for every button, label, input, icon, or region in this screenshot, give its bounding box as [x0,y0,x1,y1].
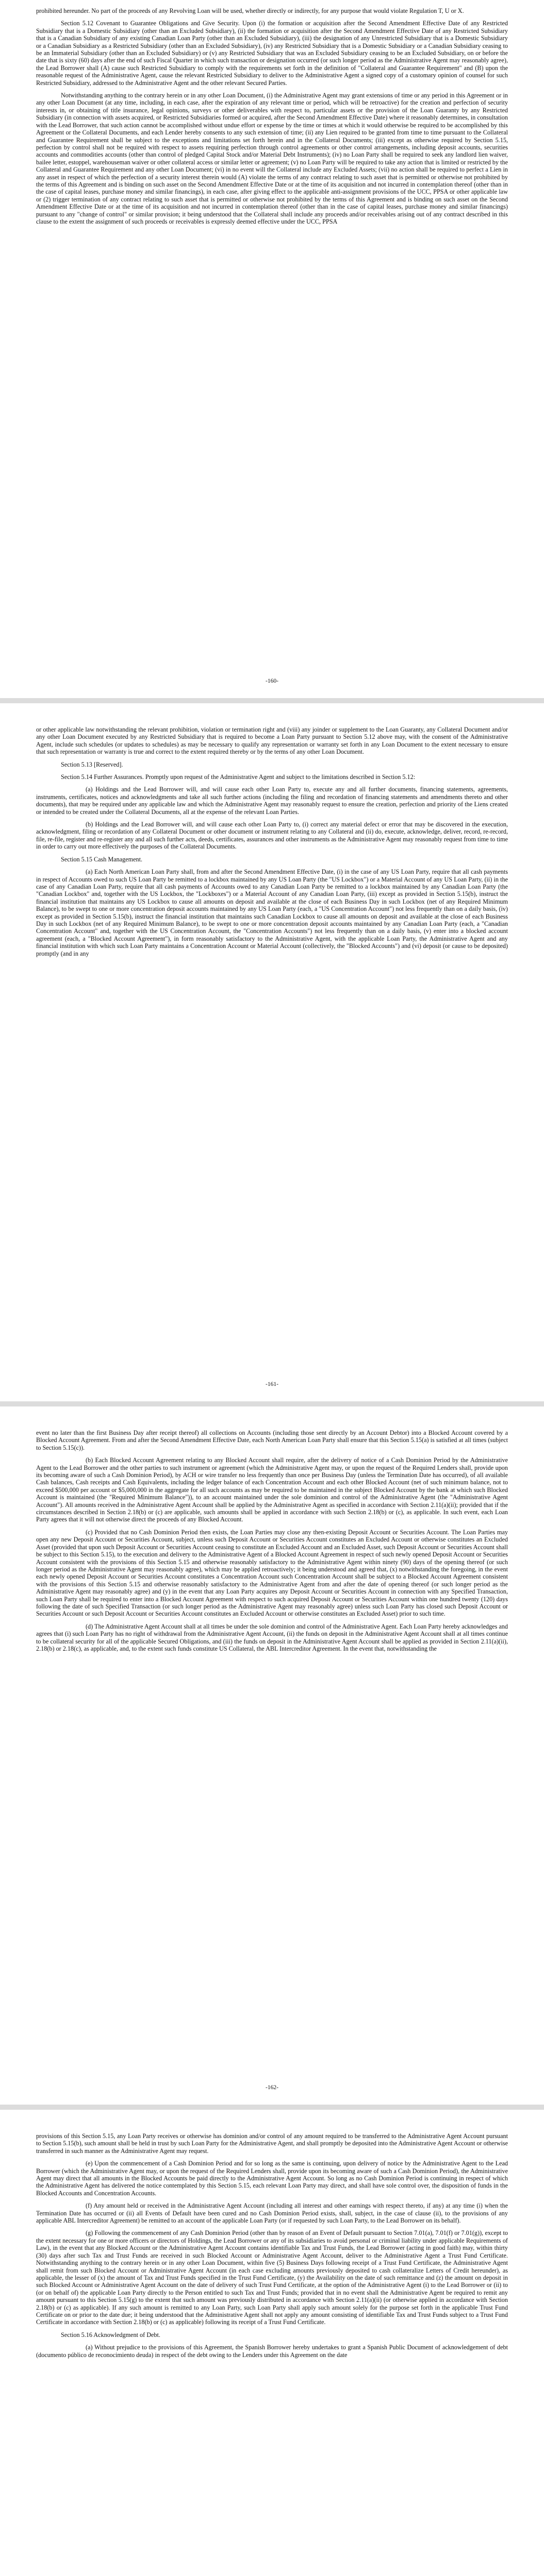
paragraph: (a) Without prejudice to the provisions of this Agreement, the Spanish Borrower hereby undertakes to grant a Spanish Public Document of acknowledgement of debt (documento público de reconocimiento deuda) in respect of the debt owing to the Lenders under this Agreement on the date [36,2344,508,2359]
page-number: -160- [266,677,278,684]
paragraph: Notwithstanding anything to the contrary herein or in any other Loan Document, (i) the Administrative Agent may grant extensions of time or any period in this Agreement or in any other Loan Document (at any time, including, in each case, after the expiration of any relevant time or period, which will be retroactive) for the creation and perfection of security interests in, or obtaining of title insurance, legal opinions, surveys or other deliverables with respect to, particular assets or the provision of the Loan Guaranty by any Restricted Subsidiary (in connection with assets acquired, or Restricted Subsidiaries formed or acquired, after the Second Amendment Effective Date) where it reasonably determines, in consultation with the Lead Borrower, that such action cannot be accomplished without undue effort or expense by the time or times at which it would otherwise be required to be accomplished by this Agreement or the Collateral Documents, and each Lender hereby consents to any such extension of time; (ii) any Lien required to be granted from time to time pursuant to the Collateral and Guarantee Requirement shall be subject to the exceptions and limitations set forth herein and in the Collateral Documents; (iii) except as otherwise required by Section 5.15, perfection by control shall not be required with respect to assets requiring perfection through control agreements or other control arrangements, including deposit accounts, securities accounts and commodities accounts (other than control of pledged Capital Stock and/or Material Debt Instruments); (iv) no Loan Party shall be required to seek any landlord lien waiver, bailee letter, estoppel, warehouseman waiver or other collateral access or similar letter or agreement; (v) no Loan Party will be required to take any action that is limited or restricted by the Collateral and Guarantee Requirement and any other Loan Document; (vi) in no event will the Collateral include any Excluded Assets; (vii) no action shall be required to perfect a Lien in any asset in respect of which the perfection of a security interest therein would (A) violate the terms of any contract relating to such asset that is permitted or otherwise not prohibited by the terms of this Agreement and is binding on such asset on the Second Amendment Effective Date or at the time of its acquisition and not incurred in contemplation thereof (other than in the case of capital leases, purchase money and similar financings), in each case, after giving effect to the applicable anti-assignment provisions of the UCC, PPSA or other applicable law or (2) trigger termination of any contract relating to such asset that is permitted or otherwise not prohibited by the terms of this Agreement and is binding on such asset on the Second Amendment Effective Date or at the time of its acquisition and not incurred in contemplation thereof (other than in the case of capital leases, purchase money and similar financings) pursuant to any "change of control" or similar provision; it being understood that the Collateral shall include any proceeds and/or receivables arising out of any contract described in this clause to the extent the assignment of such proceeds or receivables is expressly deemed effective under the UCC, PPSA [36,92,508,225]
paragraph: (f) Any amount held or received in the Administrative Agent Account (including all interest and other earnings with respect thereto, if any) at any time (i) when the Termination Date has occurred or (ii) all Events of Default have been cured and no Cash Dominion Period exists, shall, subject, in the case of clause (ii), to the provisions of any applicable ABL Intercreditor Agreement) be remitted to an account of the applicable Loan Party (or if requested by such Loan Party, to the Lead Borrower on its behalf). [36,2202,508,2225]
paragraph: (d) The Administrative Agent Account shall at all times be under the sole dominion and control of the Administrative Agent. Each Loan Party hereby acknowledges and agrees that (i) such Loan Party has no right of withdrawal from the Administrative Agent Account, (ii) the funds on deposit in the Administrative Agent Account shall at all times continue to be collateral security for all of the applicable Secured Obligations, and (iii) the funds on deposit in the Administrative Agent Account shall be applied as provided in Section 2.11(a)(ii), 2.18(b) or 2.18(c), as applicable, and, to the extent such funds constitute US Collateral, the ABL Intercreditor Agreement. In the event that, notwithstanding the [36,1622,508,1652]
page-number: -161- [266,1381,278,1387]
paragraph: event no later than the first Business Day after receipt thereof) all collections on Accounts (including those sent directly by an Account Debtor) into a Blocked Account covered by a Blocked Account Agreement. From and after the Second Amendment Effective Date, each North American Loan Party shall ensure that this Section 5.15(a) is satisfied at all times (subject to Section 5.15(c)). [36,1429,508,1451]
page-number: -162- [266,2084,278,2091]
document-page [0,1406,544,2105]
paragraph: (a) Holdings and the Lead Borrower will, and will cause each other Loan Party to, execute any and all further documents, financing statements, agreements, instruments, certificates, notices and acknowledgments and take all such further actions (including the filing and recordation of financing statements and amendments thereto and other documents), that may be required under any applicable law and which the Administrative Agent may reasonably request to ensure the creation, perfection and priority of the Liens created or intended to be created under the Collateral Documents, all at the expense of the relevant Loan Parties. [36,786,508,816]
paragraph: or other applicable law notwithstanding the relevant prohibition, violation or termination right and (viii) any joinder or supplement to the Loan Guaranty, any Collateral Document and/or any other Loan Document executed by any Restricted Subsidiary that is required to become a Loan Party pursuant to Section 5.12 above may, with the consent of the Administrative Agent, include such schedules (or updates to schedules) as may be necessary to qualify any representation or warranty set forth in any Loan Document to the extent necessary to ensure that such representation or warranty is true and correct to the extent required thereby or by the terms of any other Loan Document. [36,726,508,756]
paragraph: (e) Upon the commencement of a Cash Dominion Period and for so long as the same is continuing, upon delivery of notice by the Administrative Agent to the Lead Borrower (which the Administrative Agent may, or upon the request of the Required Lenders shall, provide upon its becoming aware of such a Cash Dominion Period), the Administrative Agent may direct that all amounts in the Blocked Accounts be paid directly to the Administrative Agent Account. So long as no Cash Dominion Period is continuing in respect of which the Administrative Agent has delivered the notice contemplated by this Section 5.15, each relevant Loan Party may direct, and shall have sole control over, the disposition of funds in the Blocked Accounts and Concentration Accounts. [36,2160,508,2197]
section-heading: Section 5.14 Further Assurances. Promptly upon request of the Administrative Agent and subject to the limitations described in Section 5.12: [61,773,416,781]
document-page [0,703,544,1401]
paragraph: (b) Each Blocked Account Agreement relating to any Blocked Account shall require, after the delivery of notice of a Cash Dominion Period by the Administrative Agent to the Lead Borrower and the other parties to such instrument or agreement (which the Administrative Agent may, or upon the request of the Required Lenders shall, provide upon its becoming aware of such a Cash Dominion Period), by ACH or wire transfer no less frequently than once per Business Day (unless the Termination Date has occurred), of all available Cash balances, Cash receipts and Cash Equivalents, including the ledger balance of each Concentration Account and each other Blocked Account (net of such minimum balance, not to exceed $500,000 per account or $5,000,000 in the aggregate for all such accounts as may be required to be maintained in the subject Blocked Account by the bank at which such Blocked Account is maintained (the "Required Minimum Balance")), to an account maintained under the sole dominion and control of the Administrative Agent (the "Administrative Agent Account"). All amounts received in the Administrative Agent Account shall be applied by the Administrative Agent as specified in accordance with Section 2.11(a)(ii); provided that if the circumstances described in Section 2.18(b) or (c) are applicable, such amounts shall be applied in accordance with such Section 2.18(b) or (c), as applicable. In such event, each Loan Party agrees that it will not otherwise direct the proceeds of any Blocked Account. [36,1456,508,1523]
paragraph: provisions of this Section 5.15, any Loan Party receives or otherwise has dominion and/or control of any amount required to be transferred to the Administrative Agent Account pursuant to Section 5.15(b), such amount shall be held in trust by such Loan Party for the Administrative Agent, and shall promptly be deposited into the Administrative Agent Account or otherwise transferred in such manner as the Administrative Agent may request. [36,2132,508,2155]
paragraph: (a) Each North American Loan Party shall, from and after the Second Amendment Effective Date, (i) in the case of any US Loan Party, require that all cash payments in respect of Accounts owed to such US Loan Party be remitted to a lockbox maintained by any US Loan Party (the "US Lockbox") or a Material Account of any US Loan Party, (ii) in the case of any Canadian Loan Party, require that all cash payments of Accounts owed to any Canadian Loan Party be remitted to a lockbox maintained by any Canadian Loan Party (the "Canadian Lockbox" and, together with the US Lockbox, the "Lockboxes") or a Material Account of any Canadian Loan Party, (iii) except as provided in Section 5.15(b), instruct the financial institution that maintains any US Lockbox to cause all amounts on deposit and available at the close of each Business Day in such Lockbox (net of any Required Minimum Balance), to be swept to one or more concentration deposit accounts maintained by any US Loan Party (each, a "US Concentration Account") not less frequently than on a daily basis, (iv) except as provided in Section 5.15(b), instruct the financial institution that maintains such Canadian Lockbox to cause all amounts on deposit and available at the close of each Business Day in such Lockbox (net of any Required Minimum Balance), to be swept to one or more concentration deposit accounts maintained by any Canadian Loan Party (each, a "Canadian Concentration Account" and, together with the US Concentration Account, the "Concentration Accounts") not less frequently than on a daily basis, (v) enter into a blocked account agreement (each, a "Blocked Account Agreement"), in form reasonably satisfactory to the Administrative Agent, with the applicable Loan Party, the Administrative Agent and any financial institution with which such Loan Party maintains a Concentration Account or Material Account (collectively, the "Blocked Accounts") and (vi) deposit (or cause to be deposited) promptly (and in any [36,868,508,957]
section-heading: Section 5.15 Cash Management. [61,855,143,863]
document-page [0,0,544,698]
section-heading: Section 5.13 [Reserved]. [61,760,123,768]
document-page [0,2110,544,2576]
section-heading: Section 5.16 Acknowledgment of Debt. [61,2331,160,2338]
paragraph: prohibited hereunder. No part of the proceeds of any Revolving Loan will be used, whether directly or indirectly, for any purpose that would violate Regulation T, U or X. [36,7,464,14]
paragraph: Section 5.12 Covenant to Guarantee Obligations and Give Security. Upon (i) the formation or acquisition after the Second Amendment Effective Date of any Restricted Subsidiary that is a Domestic Subsidiary (other than an Excluded Subsidiary), (ii) the formation or acquisition after the Second Amendment Effective Date of any Restricted Subsidiary that is a Canadian Subsidiary of any existing Canadian Loan Party (other than an Excluded Subsidiary), (iii) the designation of any Unrestricted Subsidiary that is a Domestic Subsidiary or a Canadian Subsidiary as a Restricted Subsidiary (other than an Excluded Subsidiary), (iv) any Restricted Subsidiary that is a Domestic Subsidiary or a Canadian Subsidiary ceasing to be an Immaterial Subsidiary (other than an Excluded Subsidiary) or (v) any Restricted Subsidiary that was an Excluded Subsidiary ceasing to be an Excluded Subsidiary, on or before the date that is sixty (60) days after the end of such Fiscal Quarter in which such transaction or designation occurred (or such longer period as the Administrative Agent may reasonably agree), the Lead Borrower shall (A) cause such Restricted Subsidiary to comply with the requirements set forth in the definition of "Collateral and Guarantee Requirement" and (B) upon the reasonable request of the Administrative Agent, cause the relevant Restricted Subsidiary to deliver to the Administrative Agent a signed copy of a customary opinion of counsel for such Restricted Subsidiary, addressed to the Administrative Agent and the other relevant Secured Parties. [36,20,508,87]
paragraph: (c) Provided that no Cash Dominion Period then exists, the Loan Parties may close any then-existing Deposit Account or Securities Account. The Loan Parties may open any new Deposit Account or Securities Account, subject, unless such Deposit Account or Securities Account constitutes an Excluded Account or otherwise constitutes an Excluded Asset (provided that upon such Deposit Account or Securities Account ceasing to constitute an Excluded Account and an Excluded Asset, such Deposit Account or Securities Account shall be subject to this Section 5.15), to the execution and delivery to the Administrative Agent of a Blocked Account Agreement in respect of such newly opened Deposit Account or Securities Account consistent with the provisions of this Section 5.15 and otherwise reasonably satisfactory to the Administrative Agent within ninety (90) days of the opening thereof (or such longer period as the Administrative Agent may reasonably agree), which may be applied retroactively; it being understood and agreed that, (x) notwithstanding the foregoing, in the event each newly opened Deposit Account or Securities Account constitutes a Concentration Account such Concentration Account shall be subject to a Blocked Account Agreement consistent with the provisions of this Section 5.15 and otherwise reasonably satisfactory to the Administrative Agent from and after the date of opening thereof (or such longer period as the Administrative Agent may reasonably agree) and (y) in the event that any Loan Party acquires any Deposit Account or Securities Account in connection with any Specified Transaction, such Loan Party shall be required to enter into a Blocked Account Agreement with respect to such acquired Deposit Account or Securities Account within one hundred twenty (120) days following the date of such Specified Transaction (or such longer period as the Administrative Agent may reasonably agree) unless such Loan Party has closed such Deposit Account or Securities Account or such Deposit Account or Securities Account constitutes an Excluded Account or otherwise constitutes an Excluded Asset) prior to such time. [36,1528,508,1618]
paragraph: (g) Following the commencement of any Cash Dominion Period (other than by reason of an Event of Default pursuant to Section 7.01(a), 7.01(f) or 7.01(g)), except to the extent necessary for one or more officers or directors of Holdings, the Lead Borrower or any of its subsidiaries to avoid personal or criminal liability under applicable Requirements of Law), in the event that any Blocked Account or the Administrative Agent Account contains identifiable Tax and Trust Funds, the Lead Borrower (acting in good faith) may, within thirty (30) days after such Tax and Trust Funds are received in such Blocked Account or Administrative Agent Account, deliver to the Administrative Agent a Trust Fund Certificate. Notwithstanding anything to the contrary herein or in any other Loan Document, within five (5) Business Days following receipt of a Trust Fund Certificate, the Administrative Agent shall remit from such Blocked Account or Administrative Agent Account (in each case excluding amounts previously deposited to cash collateralize Letters of Credit hereunder), as applicable, the lesser of (x) the amount of Tax and Trust Funds specified in the Trust Fund Certificate, (y) the Availability on the date of such remittance and (z) the amount on deposit in such Blocked Account or Administrative Agent Account on the date of delivery of such Trust Fund Certificate, at the option of the Administrative Agent (i) to the Lead Borrower or (ii) to (or on behalf of) the applicable Loan Party directly to the Person entitled to such Tax and Trust Funds; provided that in no event shall the Administrative Agent be required to remit any amount pursuant to this Section 5.15(g) to the extent that such amount was previously distributed in accordance with Section 2.11(a)(ii) (or otherwise applied in accordance with Section 2.18(b) or (c) as applicable). If any such amount is remitted to any Loan Party, such Loan Party shall apply such amount solely for the purpose set forth in the applicable Trust Fund Certificate on or prior to the date due; it being understood that the Administrative Agent shall not apply any amount consisting of identifiable Tax and Trust Funds subject to a Trust Fund Certificate in accordance with Section 2.18(b) or (c) as applicable) following its receipt of a Trust Fund Certificate. [36,2229,508,2326]
paragraph: (b) Holdings and the Lead Borrower will, and will cause each other Loan Party to, (i) correct any material defect or error that may be discovered in the execution, acknowledgment, filing or recordation of any Collateral Document or other document or instrument relating to any Collateral and (ii) do, execute, acknowledge, deliver, record, re-record, file, re-file, register and re-register any and all such further acts, deeds, certificates, assurances and other instruments as the Administrative Agent may reasonably request from time to time in order to carry out more effectively the purposes of the Collateral Documents. [36,821,508,851]
